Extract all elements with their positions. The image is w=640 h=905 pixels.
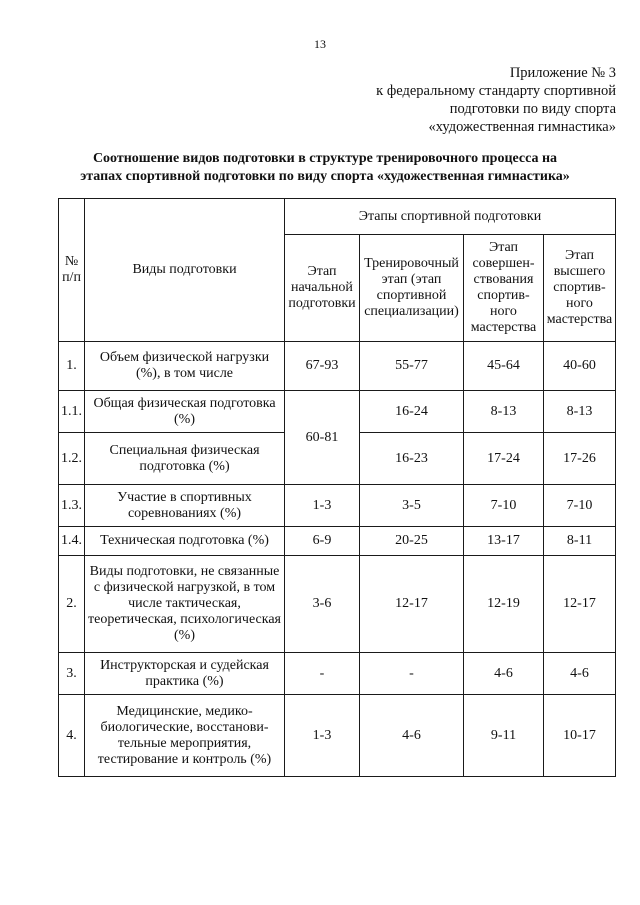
row-value: 4-6: [360, 695, 464, 777]
row-value: 12-17: [360, 556, 464, 653]
page-number: 13: [314, 37, 326, 51]
row-num: 2.: [59, 556, 85, 653]
row-value: 1-3: [285, 695, 360, 777]
table-row: [59, 485, 616, 527]
row-value: 12-17: [544, 556, 616, 653]
row-value-merged: 60-81: [285, 391, 360, 485]
appendix-note: [286, 64, 616, 136]
row-value: 1-3: [285, 485, 360, 527]
row-value: -: [360, 653, 464, 695]
row-value: 45-64: [464, 342, 544, 391]
appendix-line: Приложение № 3: [509, 65, 616, 81]
row-value: 67-93: [285, 342, 360, 391]
row-value: 7-10: [464, 485, 544, 527]
appendix-line: «художественная гимнастика»: [428, 119, 616, 135]
row-num: 1.4.: [59, 527, 85, 556]
row-value: 55-77: [360, 342, 464, 391]
row-kind: Специальная физическая подготовка (%): [85, 433, 285, 485]
row-num: 1.1.: [59, 391, 85, 433]
table-row: [59, 527, 616, 556]
row-num: 4.: [59, 695, 85, 777]
row-num: 3.: [59, 653, 85, 695]
row-value: 9-11: [464, 695, 544, 777]
table-row: [59, 695, 616, 777]
row-value: 40-60: [544, 342, 616, 391]
row-value: 4-6: [464, 653, 544, 695]
row-value: 6-9: [285, 527, 360, 556]
header-stage: Этап начальной подготовки: [285, 235, 360, 342]
header-num: № п/п: [59, 199, 85, 342]
header-kind: Виды подготовки: [85, 199, 285, 342]
table-row: [59, 391, 616, 433]
table-row: [59, 342, 616, 391]
title-line: Соотношение видов подготовки в структуре тренировочного процесса на: [92, 151, 558, 166]
appendix-line: к федеральному стандарту спортивной: [376, 83, 616, 99]
row-kind: Виды подготовки, не связанные с физической нагрузкой, в том числе тактическая, теоретическая, психологическая (%): [85, 556, 285, 653]
training-ratio-table: [58, 198, 616, 777]
header-stage: Этап совершен-ствования спортив-ного мастерства: [464, 235, 544, 342]
table-row: [59, 556, 616, 653]
row-value: 10-17: [544, 695, 616, 777]
row-value: 16-24: [360, 391, 464, 433]
header-stage: Тренировочный этап (этап спортивной специализации): [360, 235, 464, 342]
row-value: 3-5: [360, 485, 464, 527]
row-value: 7-10: [544, 485, 616, 527]
row-kind: Участие в спортивных соревнованиях (%): [85, 485, 285, 527]
row-num: 1.: [59, 342, 85, 391]
row-value: 17-26: [544, 433, 616, 485]
row-kind: Общая физическая подготовка (%): [85, 391, 285, 433]
row-num: 1.2.: [59, 433, 85, 485]
row-value: 16-23: [360, 433, 464, 485]
row-kind: Объем физической нагрузки (%), в том числе: [85, 342, 285, 391]
row-value: 12-19: [464, 556, 544, 653]
header-stages-group: Этапы спортивной подготовки: [285, 199, 616, 235]
appendix-line: подготовки по виду спорта: [449, 101, 616, 117]
row-kind: Техническая подготовка (%): [85, 527, 285, 556]
row-value: 4-6: [544, 653, 616, 695]
header-stage: Этап высшего спортив-ного мастерства: [544, 235, 616, 342]
row-value: -: [285, 653, 360, 695]
row-value: 17-24: [464, 433, 544, 485]
row-value: 8-13: [544, 391, 616, 433]
row-num: 1.3.: [59, 485, 85, 527]
row-value: 13-17: [464, 527, 544, 556]
row-kind: Медицинские, медико-биологические, восстанови-тельные мероприятия, тестирование и контроль (%): [85, 695, 285, 777]
table-row: [59, 653, 616, 695]
document-title: [40, 150, 610, 186]
row-value: 3-6: [285, 556, 360, 653]
row-value: 8-13: [464, 391, 544, 433]
row-value: 20-25: [360, 527, 464, 556]
row-kind: Инструкторская и судейская практика (%): [85, 653, 285, 695]
title-line: этапах спортивной подготовки по виду спорта «художественная гимнастика»: [80, 169, 570, 184]
row-value: 8-11: [544, 527, 616, 556]
